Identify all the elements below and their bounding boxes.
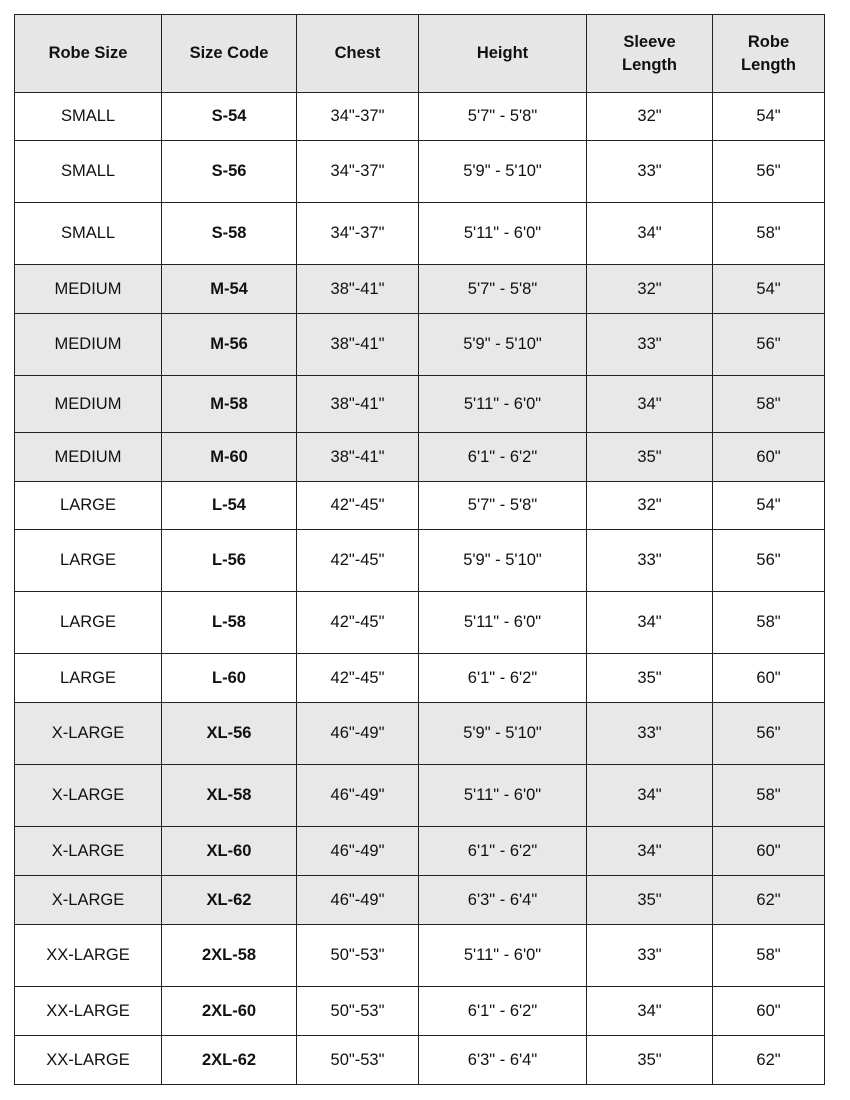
table-row: [15, 433, 825, 482]
table-row: [15, 703, 825, 765]
cell-size-code: L-54: [162, 482, 297, 530]
cell-robe-length: 58": [713, 925, 825, 987]
table-row: [15, 654, 825, 703]
cell-chest: 50"-53": [297, 987, 419, 1036]
cell-chest: 46"-49": [297, 703, 419, 765]
cell-height: 6'1" - 6'2": [419, 827, 587, 876]
cell-height: 6'3" - 6'4": [419, 1036, 587, 1085]
cell-sleeve-length: 34": [587, 592, 713, 654]
cell-robe-size: X-LARGE: [15, 765, 162, 827]
cell-robe-length: 58": [713, 203, 825, 265]
header-size-code-label: Size Code: [189, 44, 269, 62]
header-robe-length-label: Robe Length: [741, 32, 796, 74]
cell-chest: 38"-41": [297, 376, 419, 433]
table-row: [15, 827, 825, 876]
table-row: [15, 1036, 825, 1085]
cell-height: 6'1" - 6'2": [419, 987, 587, 1036]
cell-size-code: S-56: [162, 141, 297, 203]
cell-robe-size: X-LARGE: [15, 827, 162, 876]
cell-robe-size: MEDIUM: [15, 314, 162, 376]
cell-size-code: L-60: [162, 654, 297, 703]
cell-robe-length: 56": [713, 141, 825, 203]
cell-sleeve-length: 32": [587, 482, 713, 530]
cell-height: 5'11" - 6'0": [419, 592, 587, 654]
table-row: [15, 987, 825, 1036]
cell-robe-length: 62": [713, 1036, 825, 1085]
cell-robe-length: 60": [713, 433, 825, 482]
cell-chest: 34"-37": [297, 141, 419, 203]
cell-chest: 46"-49": [297, 876, 419, 925]
header-sleeve-length-label: Sleeve Length: [622, 32, 677, 74]
cell-height: 5'7" - 5'8": [419, 482, 587, 530]
cell-height: 5'7" - 5'8": [419, 265, 587, 314]
cell-size-code: M-56: [162, 314, 297, 376]
cell-chest: 38"-41": [297, 433, 419, 482]
cell-sleeve-length: 35": [587, 1036, 713, 1085]
cell-robe-length: 60": [713, 654, 825, 703]
cell-robe-length: 54": [713, 265, 825, 314]
cell-robe-length: 62": [713, 876, 825, 925]
cell-height: 5'9" - 5'10": [419, 530, 587, 592]
cell-sleeve-length: 34": [587, 203, 713, 265]
table-row: [15, 592, 825, 654]
cell-robe-size: X-LARGE: [15, 703, 162, 765]
cell-robe-size: MEDIUM: [15, 376, 162, 433]
header-robe-size: [15, 15, 162, 93]
cell-chest: 42"-45": [297, 592, 419, 654]
cell-sleeve-length: 33": [587, 703, 713, 765]
cell-robe-size: SMALL: [15, 141, 162, 203]
table-row: [15, 482, 825, 530]
cell-height: 5'11" - 6'0": [419, 925, 587, 987]
cell-size-code: 2XL-58: [162, 925, 297, 987]
cell-size-code: L-56: [162, 530, 297, 592]
cell-robe-length: 54": [713, 482, 825, 530]
cell-robe-length: 56": [713, 703, 825, 765]
cell-height: 5'11" - 6'0": [419, 376, 587, 433]
cell-robe-length: 58": [713, 765, 825, 827]
cell-size-code: 2XL-60: [162, 987, 297, 1036]
cell-sleeve-length: 32": [587, 265, 713, 314]
cell-robe-length: 56": [713, 314, 825, 376]
cell-chest: 46"-49": [297, 827, 419, 876]
cell-robe-length: 58": [713, 376, 825, 433]
cell-robe-size: MEDIUM: [15, 265, 162, 314]
cell-chest: 42"-45": [297, 654, 419, 703]
header-chest: [297, 15, 419, 93]
header-robe-size-label: Robe Size: [48, 44, 128, 62]
cell-chest: 34"-37": [297, 203, 419, 265]
cell-robe-size: XX-LARGE: [15, 925, 162, 987]
cell-sleeve-length: 34": [587, 987, 713, 1036]
cell-robe-length: 60": [713, 827, 825, 876]
cell-sleeve-length: 33": [587, 925, 713, 987]
cell-chest: 34"-37": [297, 93, 419, 141]
table-row: [15, 141, 825, 203]
table-header-row: [15, 15, 825, 93]
header-size-code: [162, 15, 297, 93]
cell-sleeve-length: 34": [587, 376, 713, 433]
cell-sleeve-length: 34": [587, 827, 713, 876]
cell-height: 5'7" - 5'8": [419, 93, 587, 141]
cell-height: 6'1" - 6'2": [419, 654, 587, 703]
cell-robe-size: SMALL: [15, 93, 162, 141]
cell-size-code: M-54: [162, 265, 297, 314]
header-sleeve-length: [587, 15, 713, 93]
table-row: [15, 265, 825, 314]
table-row: [15, 203, 825, 265]
cell-size-code: M-58: [162, 376, 297, 433]
cell-sleeve-length: 35": [587, 433, 713, 482]
cell-size-code: XL-58: [162, 765, 297, 827]
cell-height: 5'11" - 6'0": [419, 203, 587, 265]
cell-size-code: XL-56: [162, 703, 297, 765]
cell-size-code: XL-62: [162, 876, 297, 925]
cell-size-code: XL-60: [162, 827, 297, 876]
table-row: [15, 376, 825, 433]
cell-robe-length: 56": [713, 530, 825, 592]
cell-robe-size: LARGE: [15, 654, 162, 703]
cell-height: 5'9" - 5'10": [419, 141, 587, 203]
cell-size-code: L-58: [162, 592, 297, 654]
header-chest-label: Chest: [334, 44, 381, 62]
cell-sleeve-length: 33": [587, 314, 713, 376]
cell-sleeve-length: 32": [587, 93, 713, 141]
table-row: [15, 93, 825, 141]
cell-chest: 46"-49": [297, 765, 419, 827]
robe-size-chart-table: [14, 14, 825, 1085]
table-row: [15, 530, 825, 592]
cell-robe-size: LARGE: [15, 592, 162, 654]
cell-size-code: S-54: [162, 93, 297, 141]
cell-robe-size: XX-LARGE: [15, 987, 162, 1036]
cell-sleeve-length: 35": [587, 876, 713, 925]
cell-chest: 38"-41": [297, 314, 419, 376]
cell-height: 6'3" - 6'4": [419, 876, 587, 925]
cell-chest: 50"-53": [297, 925, 419, 987]
cell-chest: 42"-45": [297, 530, 419, 592]
cell-chest: 42"-45": [297, 482, 419, 530]
cell-robe-length: 54": [713, 93, 825, 141]
cell-sleeve-length: 33": [587, 141, 713, 203]
cell-chest: 50"-53": [297, 1036, 419, 1085]
cell-height: 6'1" - 6'2": [419, 433, 587, 482]
cell-robe-length: 58": [713, 592, 825, 654]
cell-robe-size: LARGE: [15, 482, 162, 530]
table-body: [15, 93, 825, 1085]
header-height-label: Height: [476, 44, 529, 62]
cell-height: 5'11" - 6'0": [419, 765, 587, 827]
cell-robe-size: SMALL: [15, 203, 162, 265]
table-row: [15, 876, 825, 925]
cell-size-code: 2XL-62: [162, 1036, 297, 1085]
table-row: [15, 314, 825, 376]
cell-sleeve-length: 34": [587, 765, 713, 827]
cell-size-code: M-60: [162, 433, 297, 482]
table-row: [15, 765, 825, 827]
cell-robe-size: MEDIUM: [15, 433, 162, 482]
cell-robe-length: 60": [713, 987, 825, 1036]
cell-size-code: S-58: [162, 203, 297, 265]
cell-height: 5'9" - 5'10": [419, 314, 587, 376]
cell-height: 5'9" - 5'10": [419, 703, 587, 765]
header-robe-length: [713, 15, 825, 93]
cell-robe-size: LARGE: [15, 530, 162, 592]
header-height: [419, 15, 587, 93]
cell-sleeve-length: 35": [587, 654, 713, 703]
cell-sleeve-length: 33": [587, 530, 713, 592]
cell-robe-size: X-LARGE: [15, 876, 162, 925]
table-row: [15, 925, 825, 987]
cell-chest: 38"-41": [297, 265, 419, 314]
cell-robe-size: XX-LARGE: [15, 1036, 162, 1085]
